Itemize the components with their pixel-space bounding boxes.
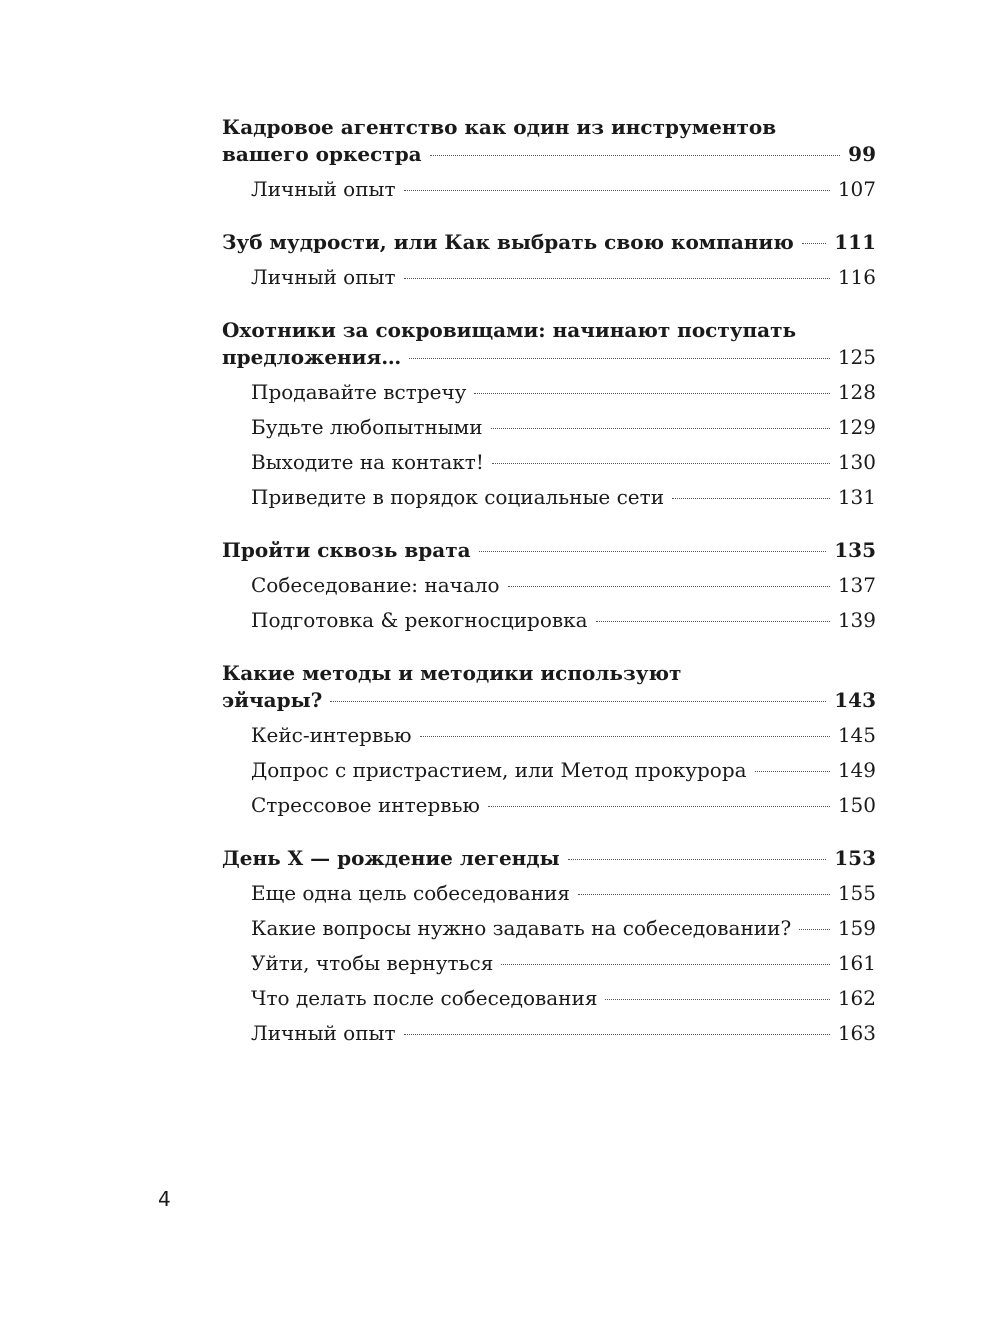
chapter-entry [222, 229, 876, 256]
chapter-page-number: 99 [848, 142, 876, 166]
chapter-title-line: Охотники за сокровищами: начинают поступать [222, 318, 797, 342]
dot-leader [596, 621, 830, 622]
subsection-page-number: 107 [837, 177, 876, 201]
subsection-entry [222, 572, 876, 599]
subsection-title: Допрос с пристрастием, или Метод прокурора [251, 758, 747, 782]
subsection-entry [222, 1020, 876, 1047]
subsection-entry [222, 880, 876, 907]
dot-leader [799, 929, 830, 930]
chapter-entry [222, 344, 876, 371]
subsection-page-number: 145 [837, 723, 876, 747]
subsection-title: Стрессовое интервью [251, 793, 480, 817]
chapter-entry [222, 537, 876, 564]
toc-section [222, 229, 876, 291]
chapter-title: День X — рождение легенды [222, 846, 560, 870]
subsection-page-number: 159 [837, 916, 876, 940]
subsection-title: Будьте любопытными [251, 415, 483, 439]
subsection-page-number: 137 [837, 573, 876, 597]
dot-leader [488, 806, 830, 807]
chapter-page-number: 143 [834, 688, 876, 712]
subsection-page-number: 129 [837, 415, 876, 439]
chapter-title: вашего оркестра [222, 142, 422, 166]
subsection-entry [222, 757, 876, 784]
chapter-page-number: 125 [837, 345, 876, 369]
chapter-entry [222, 845, 876, 872]
chapter-title-line: Кадровое агентство как один из инструментов [222, 115, 777, 139]
chapter-entry [222, 687, 876, 714]
subsection-title: Выходите на контакт! [251, 450, 484, 474]
subsection-page-number: 128 [837, 380, 876, 404]
chapter-title: Пройти сквозь врата [222, 538, 471, 562]
subsection-entry [222, 792, 876, 819]
subsection-entry [222, 915, 876, 942]
subsection-page-number: 150 [837, 793, 876, 817]
dot-leader [802, 243, 826, 244]
subsection-page-number: 139 [837, 608, 876, 632]
page-number: 4 [158, 1187, 171, 1211]
subsection-title: Приведите в порядок социальные сети [251, 485, 665, 509]
subsection-page-number: 163 [837, 1021, 876, 1045]
subsection-entry [222, 414, 876, 441]
toc-section [222, 317, 876, 511]
dot-leader [404, 278, 830, 279]
subsection-page-number: 149 [837, 758, 876, 782]
subsection-entry [222, 722, 876, 749]
dot-leader [508, 586, 830, 587]
dot-leader [578, 894, 830, 895]
subsection-entry [222, 950, 876, 977]
chapter-title: предложения… [222, 345, 402, 369]
subsection-title: Личный опыт [251, 265, 396, 289]
chapter-entry [222, 141, 876, 168]
subsection-title: Уйти, чтобы вернуться [251, 951, 494, 975]
dot-leader [605, 999, 829, 1000]
dot-leader [474, 393, 829, 394]
dot-leader [409, 358, 830, 359]
subsection-page-number: 131 [837, 485, 876, 509]
dot-leader [430, 155, 841, 156]
chapter-title-line: Какие методы и методики используют [222, 661, 682, 685]
toc-section [222, 660, 876, 819]
subsection-title: Еще одна цель собеседования [251, 881, 570, 905]
subsection-title: Личный опыт [251, 1021, 396, 1045]
dot-leader [568, 859, 827, 860]
subsection-entry [222, 449, 876, 476]
dot-leader [330, 701, 826, 702]
subsection-entry [222, 484, 876, 511]
subsection-page-number: 162 [837, 986, 876, 1010]
dot-leader [479, 551, 827, 552]
subsection-title: Личный опыт [251, 177, 396, 201]
subsection-entry [222, 985, 876, 1012]
subsection-entry [222, 379, 876, 406]
subsection-title: Какие вопросы нужно задавать на собеседовании? [251, 916, 792, 940]
subsection-title: Что делать после собеседования [251, 986, 598, 1010]
chapter-title: эйчары? [222, 688, 323, 712]
subsection-page-number: 116 [837, 265, 876, 289]
dot-leader [404, 1034, 830, 1035]
subsection-page-number: 130 [837, 450, 876, 474]
subsection-title: Подготовка & рекогносцировка [251, 608, 588, 632]
dot-leader [492, 463, 830, 464]
toc-section [222, 537, 876, 634]
chapter-title: Зуб мудрости, или Как выбрать свою компанию [222, 230, 794, 254]
subsection-title: Собеседование: начало [251, 573, 500, 597]
dot-leader [491, 428, 830, 429]
subsection-entry [222, 264, 876, 291]
subsection-entry [222, 176, 876, 203]
toc-section [222, 845, 876, 1047]
subsection-page-number: 155 [837, 881, 876, 905]
dot-leader [420, 736, 830, 737]
subsection-title: Кейс-интервью [251, 723, 412, 747]
toc-section [222, 114, 876, 203]
subsection-title: Продавайте встречу [251, 380, 467, 404]
chapter-page-number: 135 [834, 538, 876, 562]
chapter-page-number: 153 [834, 846, 876, 870]
subsection-entry [222, 607, 876, 634]
dot-leader [404, 190, 830, 191]
dot-leader [755, 771, 830, 772]
subsection-page-number: 161 [837, 951, 876, 975]
table-of-contents [222, 114, 876, 1073]
dot-leader [672, 498, 830, 499]
dot-leader [501, 964, 830, 965]
chapter-page-number: 111 [834, 230, 876, 254]
